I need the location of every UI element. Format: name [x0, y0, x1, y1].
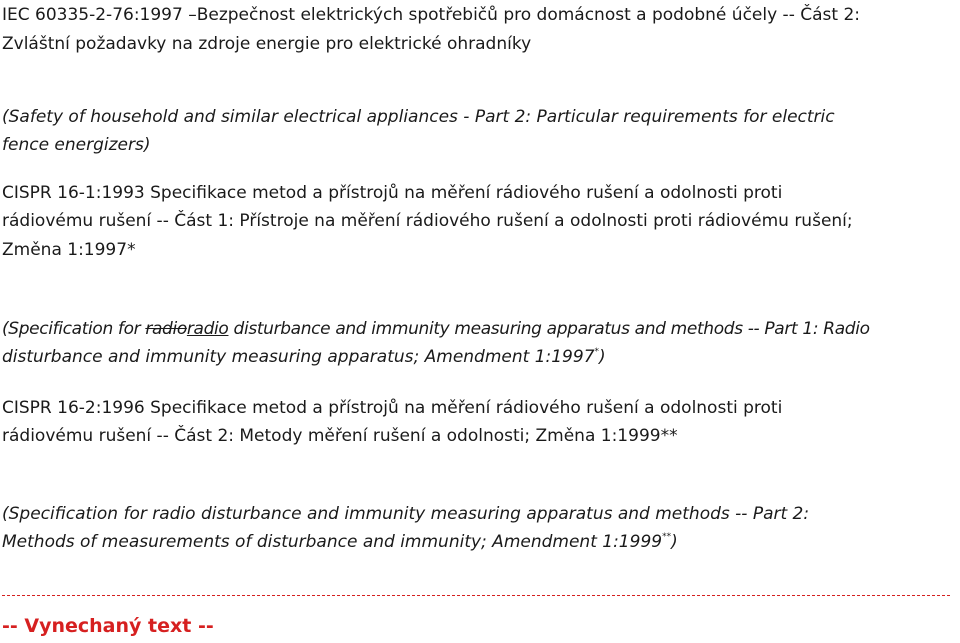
struck-word: radio [145, 319, 187, 339]
translation-suffix: disturbance and immunity measuring apparatus and methods -- Part 1: Radio [228, 319, 870, 339]
translation-text: disturbance and immunity measuring apparatus; Amendment 1:1997 [2, 347, 595, 367]
translation-text: Methods of measurements of disturbance and immunity; Amendment 1:1999 [2, 532, 663, 552]
closing-paren: ) [599, 347, 606, 367]
entry-cispr-16-1-line-3: Změna 1:1997* [2, 240, 136, 260]
translation-prefix: (Specification for [2, 319, 146, 339]
entry-iec-translation-line-2: fence energizers) [2, 135, 151, 155]
dashed-divider [2, 595, 950, 596]
omitted-text-marker: -- Vynechaný text -- [2, 615, 214, 637]
footnote-mark: ** [662, 532, 672, 543]
entry-cispr-16-1-line-1: CISPR 16-1:1993 Specifikace metod a přístrojů na měření rádiového rušení a odolnosti proti [2, 183, 783, 203]
entry-cispr-16-2-translation-line-1: (Specification for radio disturbance and immunity measuring apparatus and methods -- Part 2: [2, 504, 810, 524]
entry-iec-line-1: IEC 60335-2-76:1997 –Bezpečnost elektrických spotřebičů pro domácnost a podobné účely -- Část 2: [2, 5, 860, 25]
entry-cispr-16-2-line-1: CISPR 16-2:1996 Specifikace metod a přístrojů na měření rádiového rušení a odolnosti proti [2, 398, 783, 418]
underlined-word: radio [186, 319, 229, 339]
entry-cispr-16-2-line-2: rádiovému rušení -- Část 2: Metody měření rušení a odolnosti; Změna 1:1999** [2, 426, 678, 446]
entry-cispr-16-1-translation-line-1 [2, 316, 870, 343]
entry-iec-translation-line-1: (Safety of household and similar electrical appliances - Part 2: Particular requirements for electric [2, 107, 835, 127]
closing-paren: ) [671, 532, 678, 552]
footnote-mark: * [594, 347, 600, 358]
entry-cispr-16-1-translation-line-2 [2, 344, 606, 371]
entry-cispr-16-1-line-2: rádiovému rušení -- Část 1: Přístroje na měření rádiového rušení a odolnosti proti rádiovému rušení; [2, 211, 853, 231]
entry-iec-line-2: Zvláštní požadavky na zdroje energie pro elektrické ohradníky [2, 34, 532, 54]
entry-cispr-16-2-translation-line-2 [2, 529, 678, 556]
